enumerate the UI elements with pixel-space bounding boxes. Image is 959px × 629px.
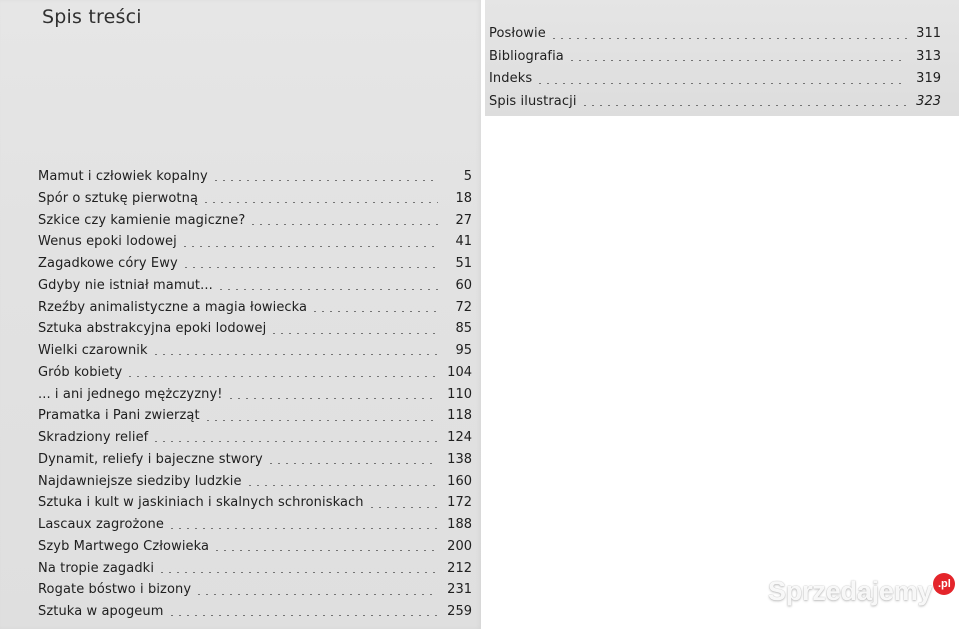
toc-entry-title: Mamut i człowiek kopalny [38,169,208,184]
toc-entry [38,492,472,514]
toc-entry-page: 172 [447,495,472,511]
toc-entry-title: Najdawniejsze siedziby ludzkie [38,473,242,489]
toc-entry [489,91,941,114]
toc-entry-title: Spór o sztukę pierwotną [38,190,199,206]
dot-leader [217,289,438,290]
toc-entry-page: 323 [916,93,941,109]
toc-entry-title: Wenus epoki lodowej [38,234,177,250]
toc-entry-page: 51 [455,256,472,271]
dot-leader [158,572,438,573]
dot-leader [182,267,438,268]
toc-entry-page: 72 [455,299,472,315]
toc-list-continued [489,23,941,113]
toc-entry-title: Gdyby nie istniał mamut... [38,277,213,293]
toc-entry-title: Dynamit, reliefy i bajeczne stwory [38,451,263,467]
toc-entry-title: Posłowie [489,26,546,41]
toc-entry-title: ... i ani jednego mężczyzny! [38,386,223,402]
toc-entry-page: 259 [447,604,472,619]
toc-entry-title: Szkice czy kamienie magiczne? [38,212,246,228]
toc-entry-page: 313 [916,48,941,64]
toc-entry-title: Grób kobiety [38,364,123,380]
toc-entry-page: 27 [455,212,472,228]
toc-entry-page: 85 [455,321,472,337]
toc-entry [38,210,472,232]
dot-leader [202,202,438,203]
toc-entry-title: Lascaux zagrożone [38,517,164,532]
toc-entry-page: 160 [447,473,472,489]
toc-entry [38,405,472,427]
toc-entry [489,23,941,46]
dot-leader [126,376,438,377]
toc-entry [38,231,472,253]
toc-entry-title: Rogate bóstwo i bizony [38,582,192,598]
dot-leader [204,420,438,421]
toc-entry-page: 118 [447,408,472,424]
toc-entry-title: Sztuka i kult w jaskiniach i skalnych schroniskach [38,495,364,511]
dot-leader [181,246,438,247]
toc-entry [38,253,472,275]
toc-entry-page: 188 [447,517,472,532]
dot-leader [213,550,438,551]
toc-entry [38,449,472,471]
toc-entry-page: 311 [916,26,941,41]
toc-entry-page: 138 [447,451,472,467]
toc-entry [489,46,941,69]
dot-leader [246,485,438,486]
dot-leader [536,83,907,84]
dot-leader [152,354,438,355]
toc-entry-page: 60 [455,277,472,293]
dot-leader [267,463,438,464]
toc-entry-title: Spis ilustracji [489,93,577,109]
toc-list [38,166,472,623]
toc-entry-page: 18 [455,190,472,206]
dot-leader [212,180,438,181]
toc-entry-page: 110 [447,386,472,402]
toc-entry-title: Na tropie zagadki [38,560,155,576]
toc-entry-page: 212 [447,560,472,576]
page-title: Spis treści [42,6,142,28]
toc-entry [38,579,472,601]
toc-entry-page: 200 [447,538,472,554]
toc-entry [38,471,472,493]
toc-entry [489,68,941,91]
toc-entry [38,514,472,536]
dot-leader [195,594,438,595]
dot-leader [568,60,907,61]
watermark-text: Sprzedajemy [768,576,933,606]
dot-leader [368,507,438,508]
toc-entry-page: 5 [463,169,472,184]
toc-entry [38,601,472,623]
dot-leader [311,311,438,312]
toc-entry [38,384,472,406]
toc-entry-page: 104 [447,364,472,380]
dot-leader [152,441,438,442]
toc-entry [38,318,472,340]
toc-entry [38,297,472,319]
dot-leader [270,333,438,334]
toc-entry-page: 124 [447,430,472,445]
toc-entry-title: Sztuka w apogeum [38,604,164,619]
toc-entry [38,558,472,580]
toc-entry-title: Skradziony relief [38,430,149,445]
toc-entry-title: Zagadkowe córy Ewy [38,256,178,271]
toc-entry [38,536,472,558]
toc-entry-title: Rzeźby animalistyczne a magia łowiecka [38,299,308,315]
dot-leader [550,38,907,39]
toc-entry [38,275,472,297]
dot-leader [581,105,907,106]
dot-leader [227,398,438,399]
toc-entry-title: Szyb Martwego Człowieka [38,538,210,554]
toc-entry-page: 41 [455,234,472,250]
right-page [485,0,959,116]
watermark [768,576,955,607]
toc-entry [38,427,472,449]
watermark-badge: .pl [933,573,955,595]
toc-entry-page: 231 [447,582,472,598]
toc-entry-page: 319 [916,71,941,86]
dot-leader [168,615,439,616]
toc-entry [38,362,472,384]
toc-entry-title: Sztuka abstrakcyjna epoki lodowej [38,321,267,337]
toc-entry [38,166,472,188]
toc-entry-page: 95 [455,343,472,358]
toc-entry-title: Wielki czarownik [38,343,148,358]
toc-entry [38,340,472,362]
toc-entry-title: Bibliografia [489,48,564,64]
dot-leader [168,528,438,529]
toc-entry-title: Indeks [489,71,533,86]
toc-entry-title: Pramatka i Pani zwierząt [38,408,200,424]
dot-leader [249,224,438,225]
toc-entry [38,188,472,210]
